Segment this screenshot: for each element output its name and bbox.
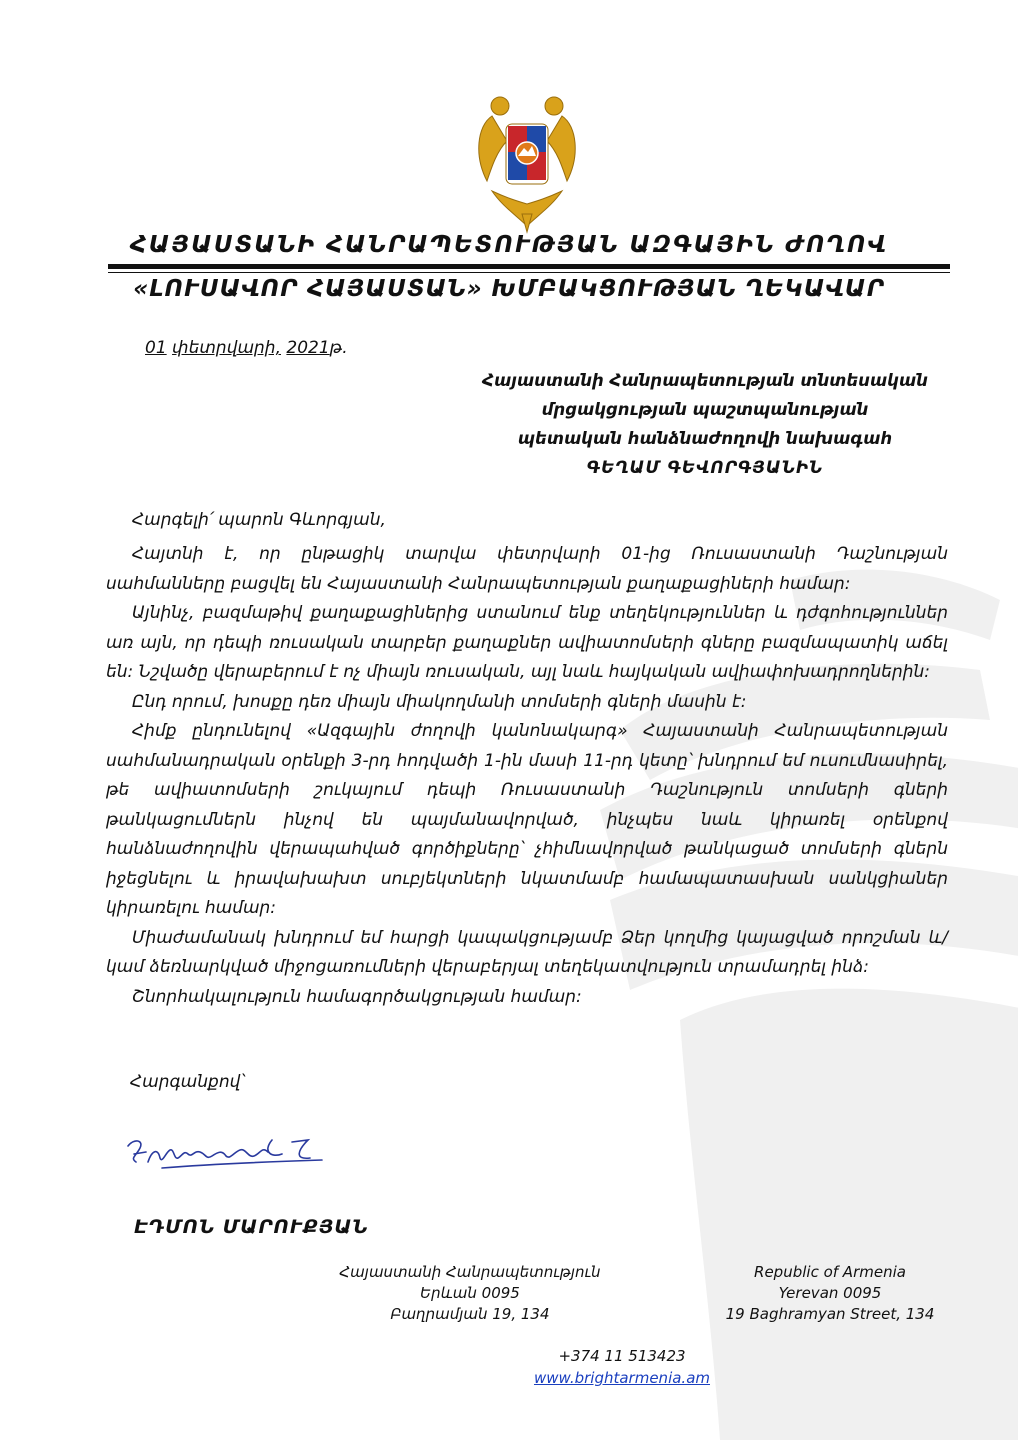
body-paragraph: Ընդ որում, խոսքը դեռ միայն միակողմանի տոմսերի գների մասին է:	[132, 691, 747, 712]
letter-body	[106, 540, 948, 1012]
footer-line: Republic of Armenia	[754, 1263, 906, 1281]
faction-leader-title: «ԼՈՒՍԱՎՈՐ ՀԱՅԱՍՏԱՆ» ԽՄԲԱԿՑՈՒԹՅԱՆ ՂԵԿԱՎԱՐ	[133, 276, 885, 302]
salutation: Հարգելի՛ պարոն Գևորգյան,	[132, 510, 386, 530]
addressee-block	[470, 366, 940, 482]
signer-name: ԷԴՄՈՆ ՄԱՐՈՒՔՅԱՆ	[134, 1216, 369, 1238]
handwritten-signature	[122, 1128, 342, 1178]
armenia-coat-of-arms-icon	[472, 86, 582, 234]
header-divider-thick	[108, 264, 950, 269]
body-paragraph: Հայտնի է, որ ընթացիկ տարվա փետրվարի 01-ից Ռուսաստանի Դաշնության սահմանները բացվել են Հայաստանի Հանրապետության քաղաքացիների համար:	[106, 544, 948, 594]
addressee-line: մրցակցության պաշտպանության	[541, 400, 869, 419]
footer-line: 19 Baghramyan Street, 134	[725, 1305, 935, 1323]
date-year: 2021	[286, 338, 330, 358]
footer-website-link[interactable]: www.brightarmenia.am	[533, 1369, 710, 1387]
body-paragraph: Միաժամանակ խնդրում եմ հարցի կապակցությամբ Ձեր կողմից կայացված որոշման և/կամ ձեռնարկված միջոցառումների վերաբերյալ տեղեկատվություն տրամադրել ինձ:	[106, 927, 948, 977]
footer-line: Yerevan 0095	[778, 1284, 882, 1302]
addressee-line: Հայաստանի Հանրապետության տնտեսական	[482, 371, 928, 390]
addressee-line: պետական հանձնաժողովի նախագահ	[517, 429, 893, 448]
date-day: 01	[145, 338, 167, 358]
closing-phrase: Հարգանքով՝	[130, 1072, 245, 1092]
footer-line: Հայաստանի Հանրապետություն	[339, 1263, 601, 1281]
header-divider-thin	[108, 272, 950, 273]
date-suffix: թ.	[329, 338, 348, 358]
body-paragraph: Այնինչ, բազմաթիվ քաղաքացիներից ստանում ենք տեղեկություններ և դժգոհություններ առ այն, որ դեպի ռուսական տարբեր քաղաքներ ավիատոմսերի գները բազմապատիկ աճել են: Նշվածը վերաբերում է ոչ միայն ռուսական, այլ նաև հայկական ավիափոխադրողներին:	[106, 603, 948, 682]
date-month: փետրվարի,	[172, 338, 281, 358]
footer-line: Բաղրամյան 19, 134	[390, 1305, 550, 1323]
body-paragraph: Շնորհակալություն համագործակցության համար:	[132, 986, 582, 1007]
body-paragraph: Հիմք ընդունելով «Ազգային ժողովի կանոնակարգ» Հայաստանի Հանրապետության սահմանադրական օրենքի 3-րդ հոդվածի 1-ին մասի 11-րդ կետը՝ խնդրում եմ ուսումնասիրել, թե ավիատոմսերի շուկայում դեպի Ռուսաստանի Դաշնություն տոմսերի գների թանկացումներն ինչով են պայմանավորված, ինչպես նաև կիրառել օրենքով հանձնաժողովին վերապահված գործիքները՝ չհիմնավորված թանկացած տոմսերի գներն իջեցնելու և իրավախախտ սուբյեկտների նկատմամբ համապատասխան սանկցիաներ կիրառելու համար:	[106, 721, 948, 918]
addressee-name: ԳԵՂԱՄ ԳԵՎՈՐԳՅԱՆԻՆ	[586, 458, 824, 477]
footer-line: Երևան 0095	[420, 1284, 520, 1302]
footer-address-armenian	[320, 1262, 620, 1325]
footer-phone: +374 11 513423	[558, 1347, 686, 1365]
footer-contact	[472, 1345, 772, 1389]
letter-date	[145, 338, 348, 358]
footer-address-english	[680, 1262, 980, 1325]
parliament-title: ՀԱՅԱՍՏԱՆԻ ՀԱՆՐԱՊԵՏՈՒԹՅԱՆ ԱԶԳԱՅԻՆ ԺՈՂՈՎ	[130, 232, 888, 258]
